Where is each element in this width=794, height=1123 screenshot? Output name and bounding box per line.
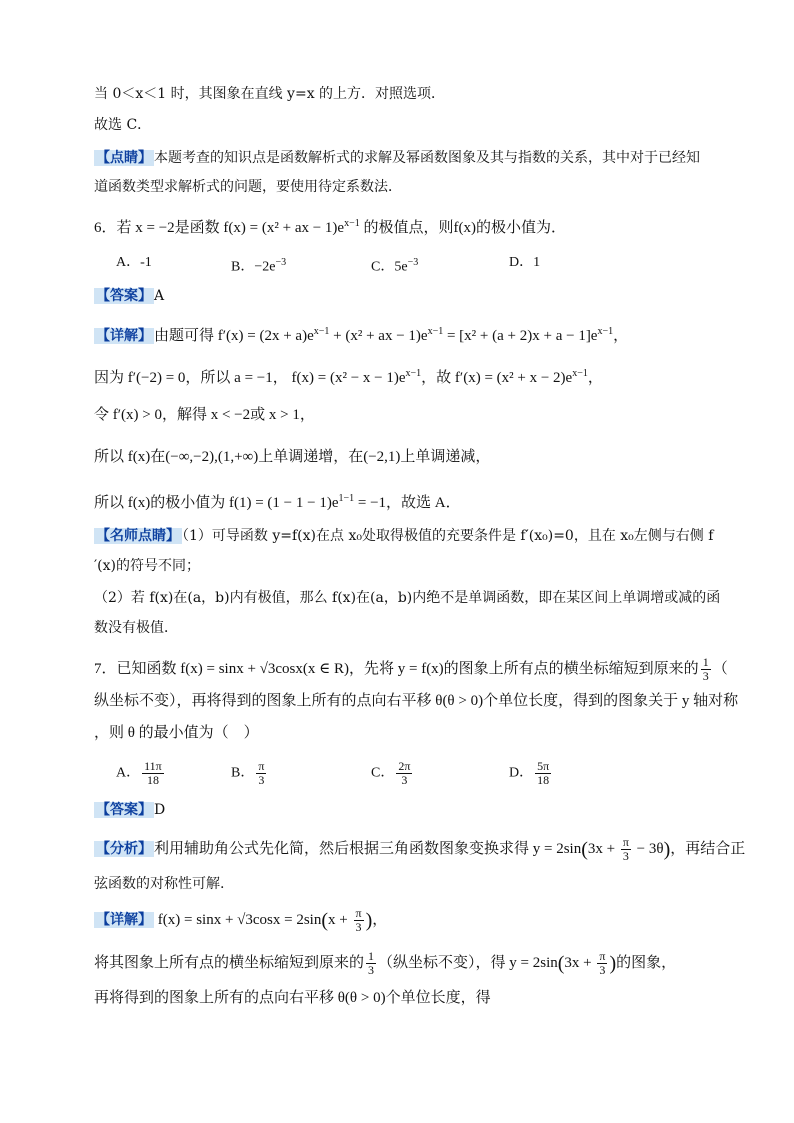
option-b: B． $\frac{\pi}{3}$: [231, 759, 265, 787]
text-line: 再将得到的图象上所有的点向右平移 θ(θ > 0)个单位长度，得: [94, 990, 491, 1006]
answer-tag: 【答案】: [96, 802, 152, 818]
text-line: 数没有极值．: [94, 620, 178, 636]
exponent: x−1: [344, 218, 360, 229]
analysis-tag: 【分析】: [96, 840, 152, 857]
detail-tag: 【详解】: [96, 328, 152, 344]
answer-7: [94, 800, 165, 820]
text-line: 道函数类型求解析式的问题，要使用待定系数法．: [94, 179, 402, 195]
option-d: D．1: [509, 255, 541, 270]
option-a: A．-1: [116, 255, 152, 270]
text-line: 将其图象上所有点的横坐标缩短到原来的 $\frac{1}{3}$ （纵坐标不变），得 y = 2sin(3x + $\frac{\pi}{3}$ )的图象，: [94, 949, 677, 977]
option-d: D． $\frac{5\pi}{18}$: [509, 759, 550, 787]
text-line: 纵坐标不变），再将得到的图象上所有的点向右平移 θ(θ > 0)个单位长度，得到的图象关于 y 轴对称: [94, 693, 739, 709]
detail-7: 【详解】 f(x) = sinx + √3cosx = 2sin(x + $\frac{\pi}{3}$ )，: [96, 906, 388, 934]
text-line: ，则 θ 的最小值为（ ）: [94, 725, 259, 741]
tip-tag: 【名师点睛】: [96, 528, 180, 544]
text-line: 因为 f′(−2) = 0，所以 a = −1， $f(x) = (x^2 - x - 1)e^{x-1}$，故 $f'(x) = (x^2 + x - 2)e^{x-1}$，: [94, 368, 603, 386]
detail-6: 【详解】 由题可得 $f'(x) = (2x + a)e^{x-1} + (x^2$ + ax − $1)e^{x-1} = [x^2 + (a + 2)x + a - 1]e^{x-1}$，: [96, 326, 629, 344]
text-line: 令 f′(x) > 0，解得 x < −2或 x > 1，: [94, 407, 315, 423]
analysis-7: 【分析】 利用辅助角公式先化简，然后根据三角函数图象变换求得 y = 2sin(3x + $\frac{\pi}{3}$ − 3θ)，再结合正: [96, 835, 746, 863]
detail-tag: 【详解】: [96, 911, 152, 928]
option-a: A． $\frac{11\pi}{18}$: [116, 759, 162, 787]
text-line: 所以 f(x)的极小值为 $f(1) = (1 - 1 - 1)e^{1-1} = -1$，故选 A．: [94, 493, 461, 511]
option-c: C． $\frac{2\pi}{3}$: [371, 759, 411, 787]
answer-6: [94, 286, 164, 306]
text-line: 所以 f(x)在(−∞,−2),(1,+∞)上单调递增，在(−2,1)上单调递减，: [94, 449, 491, 465]
question-7: 7．已知函数 f(x) = sinx + √3cosx(x ∈ R)，先将 y = f(x)的图象上所有点的横坐标缩短到原来的 $\frac{1}{3}$ （: [94, 655, 728, 683]
option-b: B．$-2e^{-3}$: [231, 257, 287, 275]
text-line: 当 0＜x＜1 时，其图象在直线 y=x 的上方．对照选项．: [94, 86, 446, 102]
tip-paragraph: 【名师点睛】 （1）可导函数 y=f(x)在点 x₀处取得极值的充要条件是 f′(x₀)=0，且在 x₀左侧与右侧 f: [96, 528, 714, 544]
answer-value: A: [154, 288, 165, 304]
text-line: 本题考查的知识点是函数解析式的求解及幂函数图象及其与指数的关系，其中对于已经知: [154, 150, 700, 166]
tip-tag: 【点睛】: [96, 150, 152, 166]
text-line: 弦函数的对称性可解.: [94, 876, 225, 892]
question-6: [94, 214, 566, 238]
question-text: 6．若 x = −2是函数 f(x) = (x² + ax − 1)e: [94, 220, 345, 236]
text-line: ′(x)的符号不同；: [94, 558, 200, 574]
option-c: C．$5e^{-3}$: [371, 257, 419, 275]
text-line: 故选 C．: [94, 117, 152, 133]
question-text: 的极值点，则f(x)的极小值为．: [359, 220, 566, 236]
text-line: （2）若 f(x)在(a，b)内有极值，那么 f(x)在(a，b)内绝不是单调函数，即在某区间上单调增或减的函: [94, 590, 721, 606]
tip-paragraph: [94, 148, 700, 168]
answer-tag: 【答案】: [96, 288, 152, 304]
answer-value: D: [154, 802, 166, 818]
